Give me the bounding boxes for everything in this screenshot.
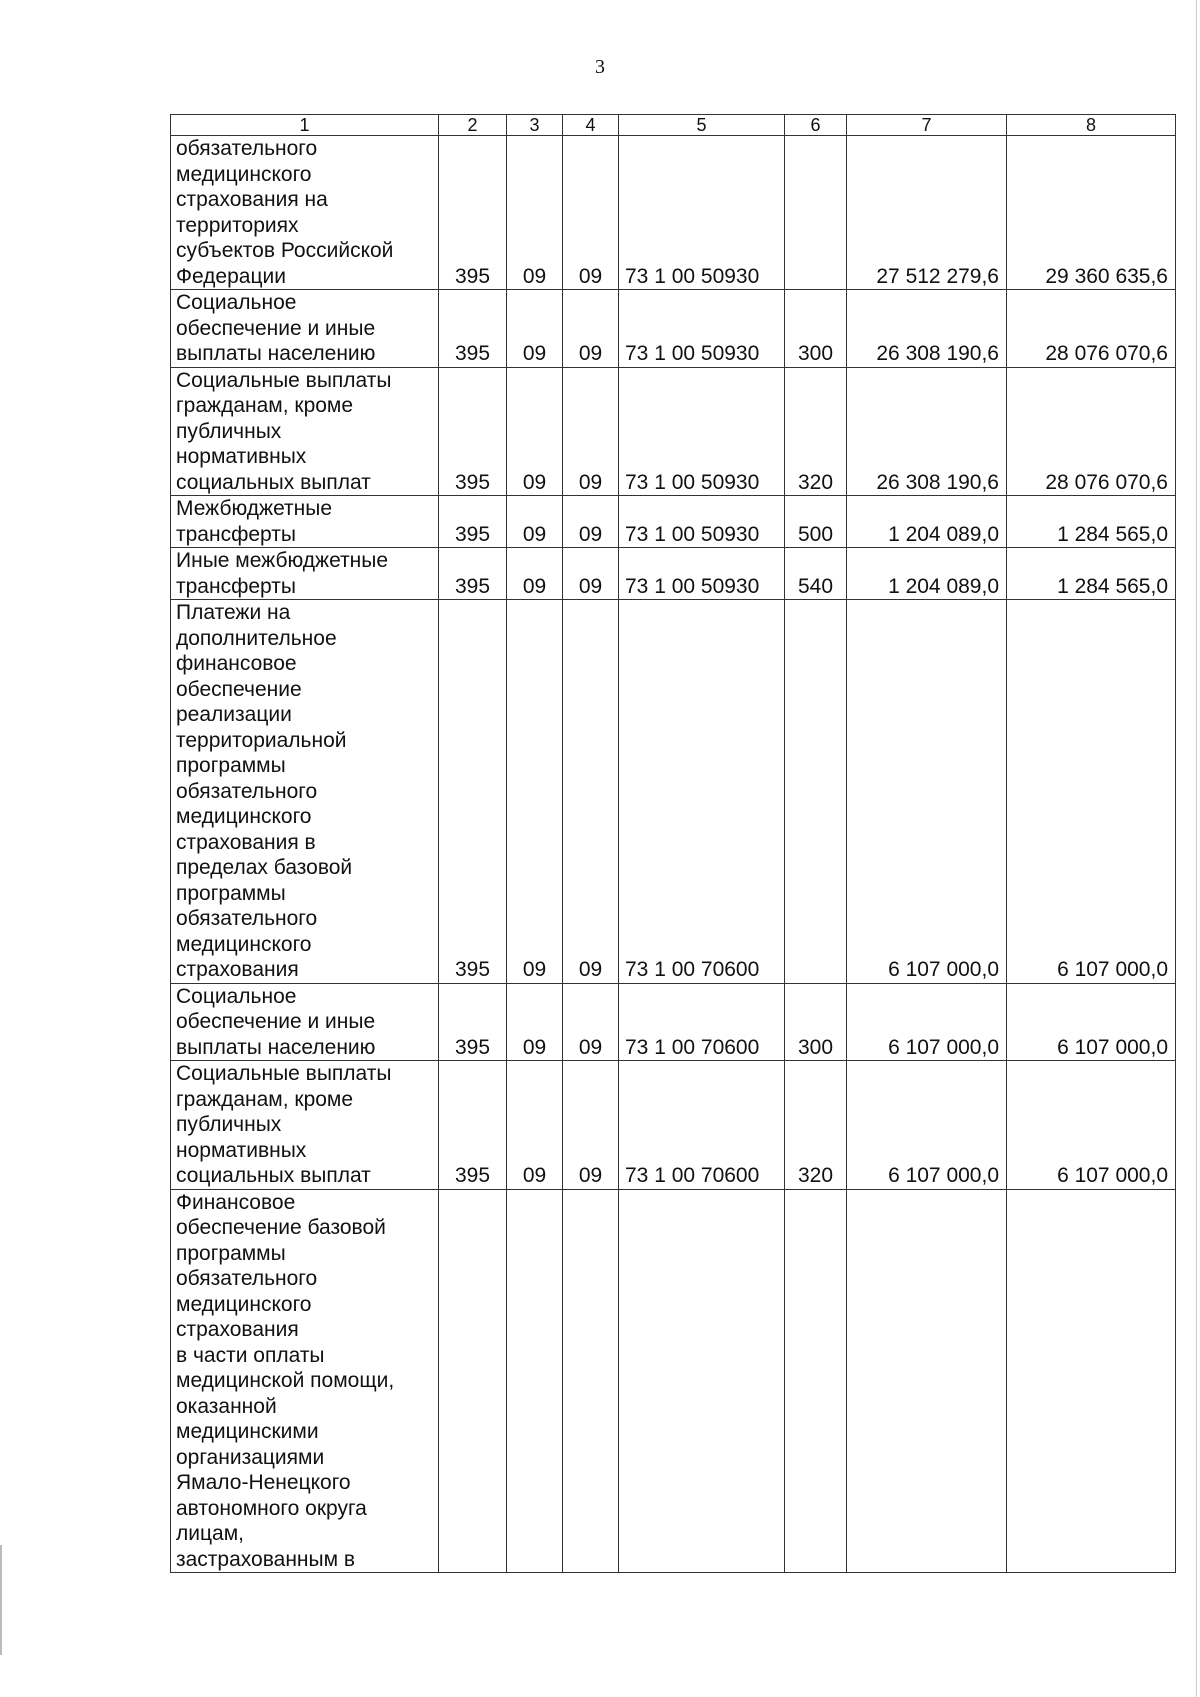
- table-row: [171, 367, 1176, 496]
- row-col-3: 09: [507, 1061, 563, 1190]
- row-col-3: 09: [507, 290, 563, 368]
- row-col-3: 09: [507, 367, 563, 496]
- row-col-2: [439, 1189, 507, 1573]
- table-row: [171, 600, 1176, 984]
- table-row: [171, 548, 1176, 600]
- row-col-2: 395: [439, 496, 507, 548]
- header-col-2: 2: [439, 115, 507, 136]
- budget-table: [170, 114, 1176, 1573]
- row-name: Платежи на дополнительное финансовое обеспечение реализации территориальной программы обязательного медицинского страхования в пределах базовой программы обязательного медицинского страхования: [171, 600, 439, 984]
- row-col-5: 73 1 00 70600: [619, 1061, 785, 1190]
- row-name: Социальные выплаты гражданам, кроме публичных нормативных социальных выплат: [171, 1061, 439, 1190]
- row-col-6: 300: [785, 290, 847, 368]
- row-col-2: 395: [439, 136, 507, 290]
- row-col-5: 73 1 00 50930: [619, 367, 785, 496]
- row-col-8: 6 107 000,0: [1007, 1061, 1176, 1190]
- row-col-7: 27 512 279,6: [847, 136, 1007, 290]
- table-row: [171, 983, 1176, 1061]
- row-col-4: 09: [563, 136, 619, 290]
- row-col-7: 6 107 000,0: [847, 1061, 1007, 1190]
- row-col-5: 73 1 00 50930: [619, 496, 785, 548]
- row-col-5: [619, 1189, 785, 1573]
- row-col-2: 395: [439, 1061, 507, 1190]
- row-col-2: 395: [439, 983, 507, 1061]
- scan-margin-mark: [0, 1545, 2, 1655]
- row-name: Финансовое обеспечение базовой программы обязательного медицинского страхования в части оплаты медицинской помощи, оказанной медицинскими организациями Ямало-Ненецкого автономного округа лицам, застрахованным в: [171, 1189, 439, 1573]
- header-col-1: 1: [171, 115, 439, 136]
- row-name: Социальное обеспечение и иные выплаты населению: [171, 290, 439, 368]
- header-col-7: 7: [847, 115, 1007, 136]
- row-col-8: 29 360 635,6: [1007, 136, 1176, 290]
- row-name: обязательного медицинского страхования на территориях субъектов Российской Федерации: [171, 136, 439, 290]
- row-name: Межбюджетные трансферты: [171, 496, 439, 548]
- row-col-8: 1 284 565,0: [1007, 548, 1176, 600]
- table-row: [171, 496, 1176, 548]
- row-col-5: 73 1 00 70600: [619, 600, 785, 984]
- page-number: 3: [595, 56, 605, 78]
- row-col-2: 395: [439, 548, 507, 600]
- row-col-8: 6 107 000,0: [1007, 983, 1176, 1061]
- header-col-5: 5: [619, 115, 785, 136]
- row-col-3: [507, 1189, 563, 1573]
- row-col-7: 26 308 190,6: [847, 290, 1007, 368]
- row-col-7: 6 107 000,0: [847, 600, 1007, 984]
- row-col-3: 09: [507, 548, 563, 600]
- row-col-6: [785, 1189, 847, 1573]
- row-col-8: 6 107 000,0: [1007, 600, 1176, 984]
- row-col-2: 395: [439, 290, 507, 368]
- row-col-5: 73 1 00 50930: [619, 136, 785, 290]
- row-col-4: 09: [563, 1061, 619, 1190]
- row-col-7: 26 308 190,6: [847, 367, 1007, 496]
- table-row: [171, 1061, 1176, 1190]
- header-col-4: 4: [563, 115, 619, 136]
- scan-edge-line: [1196, 0, 1197, 1697]
- row-col-3: 09: [507, 496, 563, 548]
- row-col-2: 395: [439, 367, 507, 496]
- table-row: [171, 290, 1176, 368]
- row-col-6: 320: [785, 367, 847, 496]
- row-col-4: 09: [563, 983, 619, 1061]
- header-col-6: 6: [785, 115, 847, 136]
- row-col-6: 540: [785, 548, 847, 600]
- table-row: [171, 136, 1176, 290]
- table-row: [171, 1189, 1176, 1573]
- row-col-4: 09: [563, 548, 619, 600]
- row-col-5: 73 1 00 50930: [619, 290, 785, 368]
- header-col-8: 8: [1007, 115, 1176, 136]
- row-name: Социальные выплаты гражданам, кроме публичных нормативных социальных выплат: [171, 367, 439, 496]
- row-col-3: 09: [507, 600, 563, 984]
- row-name: Иные межбюджетные трансферты: [171, 548, 439, 600]
- row-col-6: 320: [785, 1061, 847, 1190]
- row-col-8: 28 076 070,6: [1007, 290, 1176, 368]
- row-col-4: 09: [563, 367, 619, 496]
- row-col-4: 09: [563, 600, 619, 984]
- row-col-4: [563, 1189, 619, 1573]
- row-col-3: 09: [507, 136, 563, 290]
- row-col-3: 09: [507, 983, 563, 1061]
- row-col-6: 500: [785, 496, 847, 548]
- row-col-4: 09: [563, 290, 619, 368]
- row-col-2: 395: [439, 600, 507, 984]
- row-col-7: [847, 1189, 1007, 1573]
- row-col-5: 73 1 00 50930: [619, 548, 785, 600]
- header-row: [171, 115, 1176, 136]
- row-col-8: 28 076 070,6: [1007, 367, 1176, 496]
- row-name: Социальное обеспечение и иные выплаты населению: [171, 983, 439, 1061]
- row-col-7: 1 204 089,0: [847, 496, 1007, 548]
- row-col-8: [1007, 1189, 1176, 1573]
- row-col-6: [785, 600, 847, 984]
- row-col-7: 6 107 000,0: [847, 983, 1007, 1061]
- header-col-3: 3: [507, 115, 563, 136]
- row-col-7: 1 204 089,0: [847, 548, 1007, 600]
- row-col-8: 1 284 565,0: [1007, 496, 1176, 548]
- row-col-5: 73 1 00 70600: [619, 983, 785, 1061]
- row-col-4: 09: [563, 496, 619, 548]
- row-col-6: 300: [785, 983, 847, 1061]
- row-col-6: [785, 136, 847, 290]
